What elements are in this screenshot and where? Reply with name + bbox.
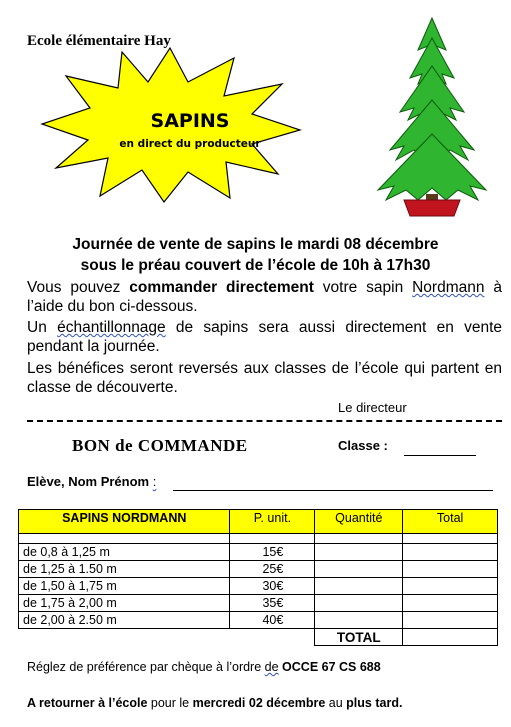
p1-start: Vous pouvez <box>27 279 130 296</box>
table-row <box>19 578 498 595</box>
p1-bold: commander directement <box>129 279 314 296</box>
table-row <box>19 544 498 561</box>
table-header-row <box>19 510 498 534</box>
student-name-field-line[interactable] <box>173 490 493 491</box>
row-quantity-cell[interactable] <box>315 578 403 595</box>
p2-word: échantillonnage <box>57 319 166 336</box>
row-size: de 1,25 à 1.50 m <box>19 561 230 578</box>
paragraph-profits <box>27 359 502 397</box>
order-form-title: BON de COMMANDE <box>72 436 248 455</box>
p1-end: à l’aide du bon ci-dessous. <box>27 279 503 315</box>
payment-de: de <box>264 660 279 674</box>
headline-line-1: Journée de vente de sapins le mardi 08 décembre <box>72 236 439 253</box>
return-bold-3: plus tard. <box>346 696 403 710</box>
class-field-line[interactable] <box>404 455 476 456</box>
table-row <box>19 612 498 629</box>
row-size: de 1,50 à 1,75 m <box>19 578 230 595</box>
table-row <box>19 595 498 612</box>
signature: Le directeur <box>338 400 407 415</box>
row-price: 15€ <box>230 544 315 561</box>
row-price: 30€ <box>230 578 315 595</box>
return-bold-1: A retourner à l’école <box>27 696 148 710</box>
school-name: Ecole élémentaire Hay <box>27 33 171 49</box>
row-total-cell[interactable] <box>403 612 498 629</box>
header-product: SAPINS NORDMANN <box>19 510 230 534</box>
header-total: Total <box>403 510 498 534</box>
table-total-row <box>19 629 498 646</box>
row-price: 40€ <box>230 612 315 629</box>
payment-payee: OCCE 67 CS 688 <box>282 660 381 674</box>
grand-total-cell[interactable] <box>403 629 498 646</box>
return-date: mercredi 02 décembre <box>192 696 326 710</box>
return-instructions <box>27 696 402 710</box>
p1-nordmann: Nordmann <box>412 279 485 296</box>
header-unit-price: P. unit. <box>230 510 315 534</box>
p1-mid: votre sapin <box>313 279 413 296</box>
row-price: 25€ <box>230 561 315 578</box>
student-label-text: Elève, Nom Prénom <box>27 474 150 489</box>
payment-start: Réglez de préférence par chèque à l’ordre <box>27 660 265 674</box>
student-colon: : <box>152 474 157 489</box>
row-quantity-cell[interactable] <box>315 612 403 629</box>
table-row <box>19 561 498 578</box>
headline-line-2: sous le préau couvert de l’école de 10h à 17h30 <box>80 257 431 274</box>
p2-end: de sapins sera aussi directement en vente pendant la journée. <box>27 319 502 355</box>
cut-line-divider <box>27 420 502 422</box>
p2-start: Un <box>27 319 58 336</box>
star-subtitle: en direct du producteur <box>119 138 261 150</box>
order-table <box>18 509 498 646</box>
christmas-tree-icon <box>370 16 495 221</box>
paragraph-sample <box>27 318 502 356</box>
row-total-cell[interactable] <box>403 578 498 595</box>
row-quantity-cell[interactable] <box>315 544 403 561</box>
header-quantity: Quantité <box>315 510 403 534</box>
total-label: TOTAL <box>315 629 403 646</box>
row-size: de 2,00 à 2.50 m <box>19 612 230 629</box>
p3-end: seront reversés aux classes de l’école qui partent en classe de découverte. <box>27 360 502 396</box>
student-label <box>27 474 156 489</box>
p3-start: Les <box>27 360 58 377</box>
p3-word: bénéfices <box>57 360 125 377</box>
row-size: de 0,8 à 1,25 m <box>19 544 230 561</box>
table-spacer-row <box>19 534 498 544</box>
return-mid-2: au <box>325 696 347 710</box>
row-size: de 1,75 à 2,00 m <box>19 595 230 612</box>
row-total-cell[interactable] <box>403 595 498 612</box>
payment-instructions <box>27 660 381 674</box>
row-total-cell[interactable] <box>403 561 498 578</box>
row-quantity-cell[interactable] <box>315 595 403 612</box>
star-title: SAPINS <box>150 110 230 132</box>
row-quantity-cell[interactable] <box>315 561 403 578</box>
return-mid: pour le <box>147 696 193 710</box>
row-price: 35€ <box>230 595 315 612</box>
class-label: Classe : <box>338 438 388 453</box>
paragraph-order <box>27 278 502 316</box>
row-total-cell[interactable] <box>403 544 498 561</box>
